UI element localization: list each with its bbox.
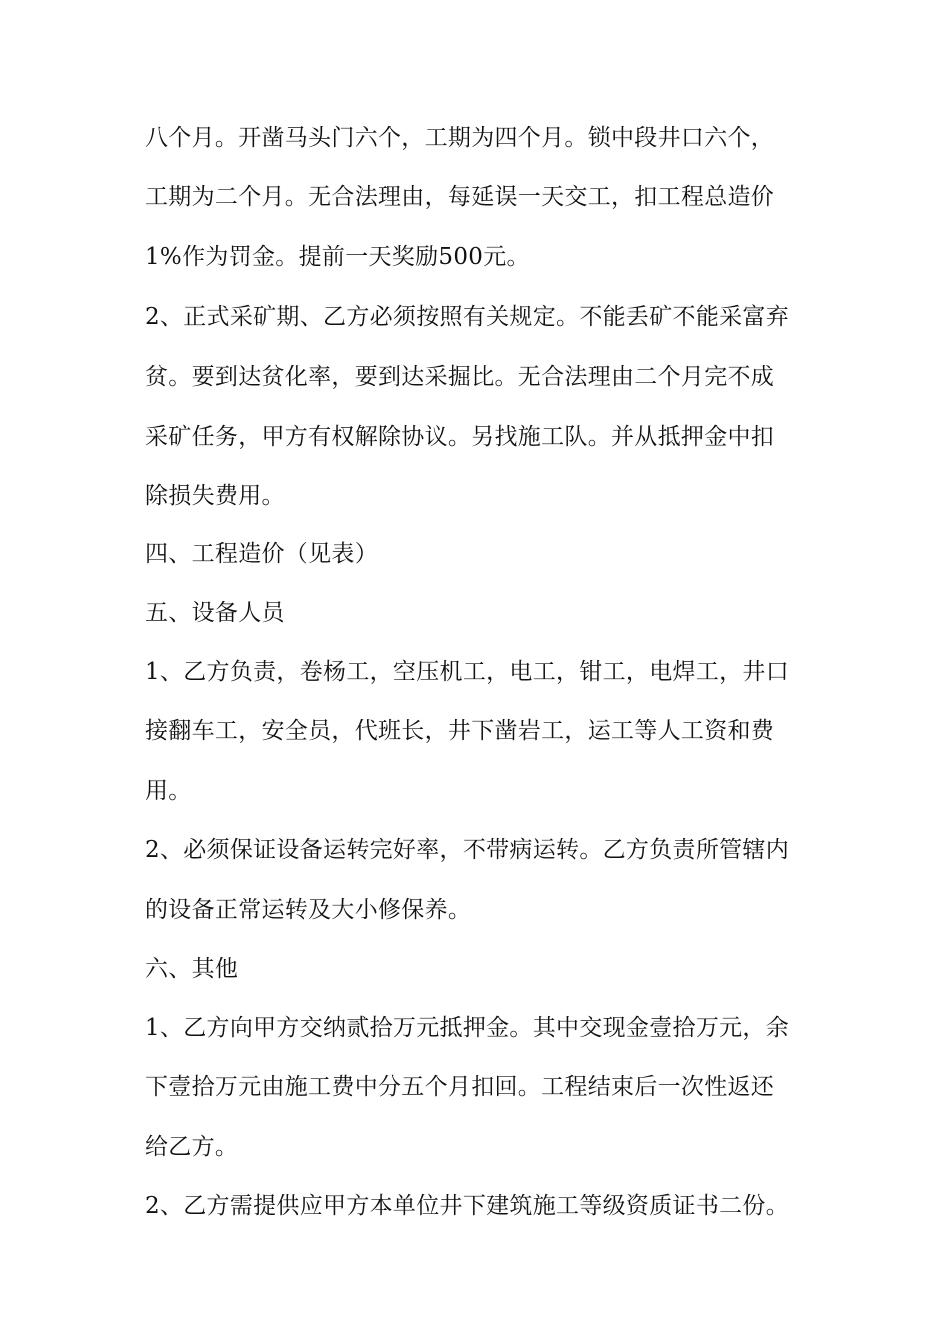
- text-line: 给乙方。: [145, 1134, 239, 1160]
- text-line: 工期为二个月。无合法理由，每延误一天交工，扣工程总造价: [145, 184, 775, 210]
- section-heading: 四、工程造价（见表）: [145, 541, 378, 567]
- text-line: 接翻车工，安全员，代班长，井下凿岩工，运工等人工资和费: [145, 718, 775, 744]
- text-line: 采矿任务，甲方有权解除协议。另找施工队。并从抵押金中扣: [145, 424, 775, 450]
- text-line: 下壹拾万元由施工费中分五个月扣回。工程结束后一次性返还: [145, 1074, 775, 1100]
- section-heading: 五、设备人员: [145, 600, 285, 626]
- text-line: 八个月。开凿马头门六个，工期为四个月。锁中段井口六个，: [145, 125, 775, 151]
- text-line: 除损失费用。: [145, 483, 285, 509]
- text-line: 1%作为罚金。提前一天奖励500元。: [145, 244, 530, 270]
- text-line: 1、乙方向甲方交纳贰拾万元抵押金。其中交现金壹拾万元，余: [145, 1015, 790, 1041]
- text-line: 的设备正常运转及大小修保养。: [145, 897, 472, 923]
- text-line: 2、乙方需提供应甲方本单位井下建筑施工等级资质证书二份。: [145, 1193, 790, 1219]
- section-heading: 六、其他: [145, 956, 239, 982]
- text-line: 用。: [145, 778, 192, 804]
- text-line: 2、必须保证设备运转完好率，不带病运转。乙方负责所管辖内: [145, 837, 790, 863]
- text-line: 2、正式采矿期、乙方必须按照有关规定。不能丢矿不能采富弃: [145, 304, 790, 330]
- text-line: 1、乙方负责，卷杨工，空压机工，电工，钳工，电焊工，井口: [145, 659, 790, 685]
- text-line: 贫。要到达贫化率，要到达采掘比。无合法理由二个月完不成: [145, 364, 775, 390]
